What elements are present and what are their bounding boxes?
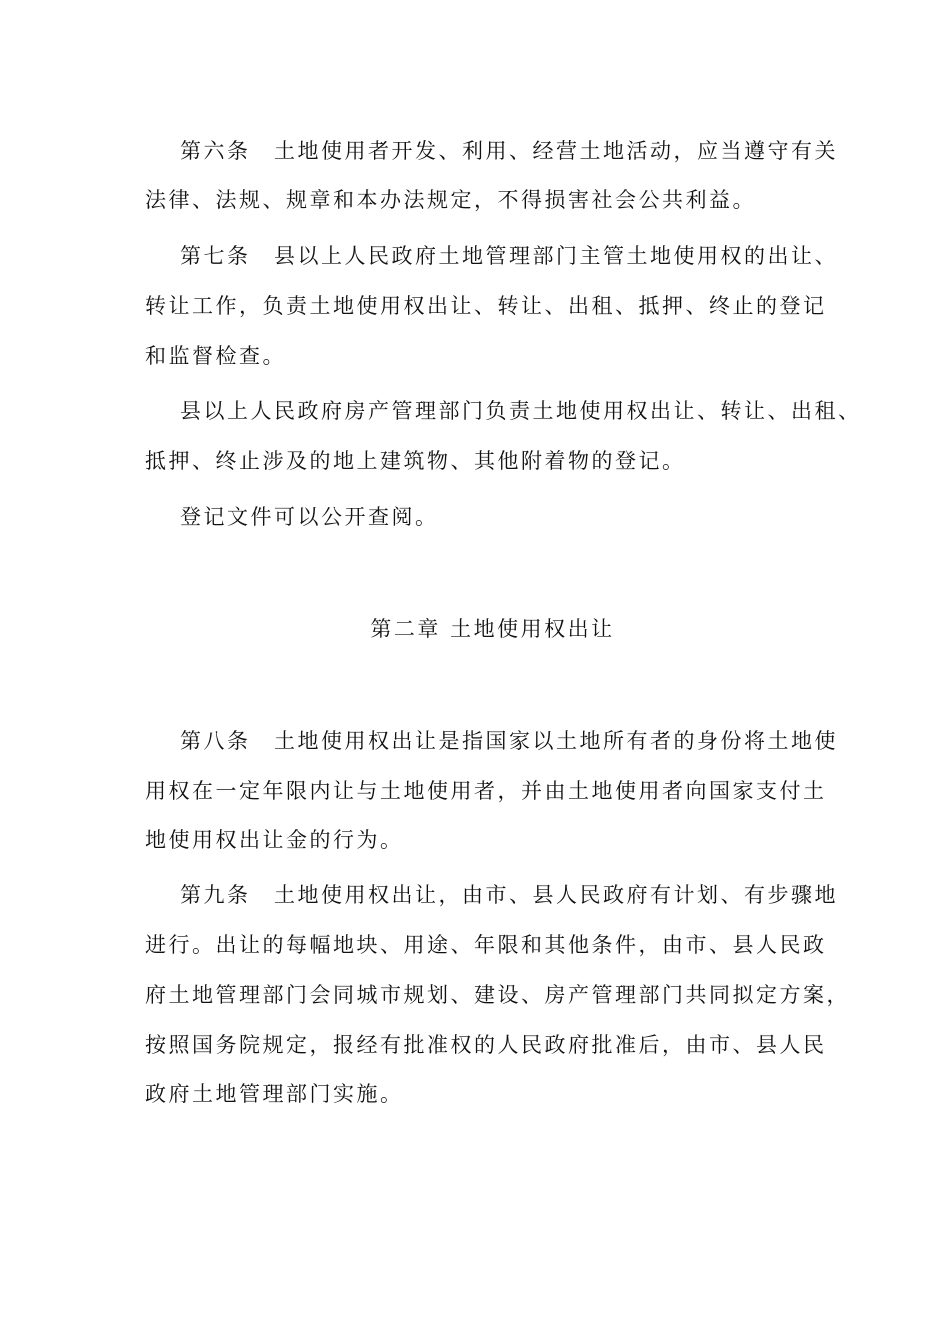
article-9-line-3: 府土地管理部门会同城市规划、建设、房产管理部门共同拟定方案， (145, 983, 850, 1007)
article-6-line-1: 第六条 土地使用者开发、利用、经营土地活动，应当遵守有关 (180, 139, 838, 163)
article-8-line-3: 地使用权出让金的行为。 (145, 828, 404, 852)
article-9-line-5: 政府土地管理部门实施。 (145, 1082, 404, 1106)
article-9-line-4: 按照国务院规定，报经有批准权的人民政府批准后，由市、县人民 (145, 1033, 827, 1057)
chapter-2-heading: 第二章 土地使用权出让 (370, 617, 615, 641)
article-7-line-1: 第七条 县以上人民政府土地管理部门主管土地使用权的出让、 (180, 244, 838, 268)
article-7-para-3-line-1: 登记文件可以公开查阅。 (180, 505, 439, 529)
article-7-line-2: 转让工作，负责土地使用权出让、转让、出租、抵押、终止的登记 (145, 294, 827, 318)
article-9-line-1: 第九条 土地使用权出让，由市、县人民政府有计划、有步骤地 (180, 883, 838, 907)
article-8-line-2: 用权在一定年限内让与土地使用者，并由土地使用者向国家支付土 (145, 779, 827, 803)
article-7-para-2-line-2: 抵押、终止涉及的地上建筑物、其他附着物的登记。 (145, 449, 686, 473)
article-9-line-2: 进行。出让的每幅地块、用途、年限和其他条件，由市、县人民政 (145, 933, 827, 957)
article-7-para-2-line-1: 县以上人民政府房产管理部门负责土地使用权出让、转让、出租、 (180, 399, 862, 423)
article-6-line-2: 法律、法规、规章和本办法规定，不得损害社会公共利益。 (145, 188, 756, 212)
article-8-line-1: 第八条 土地使用权出让是指国家以土地所有者的身份将土地使 (180, 729, 838, 753)
article-7-line-3: 和监督检查。 (145, 344, 286, 368)
